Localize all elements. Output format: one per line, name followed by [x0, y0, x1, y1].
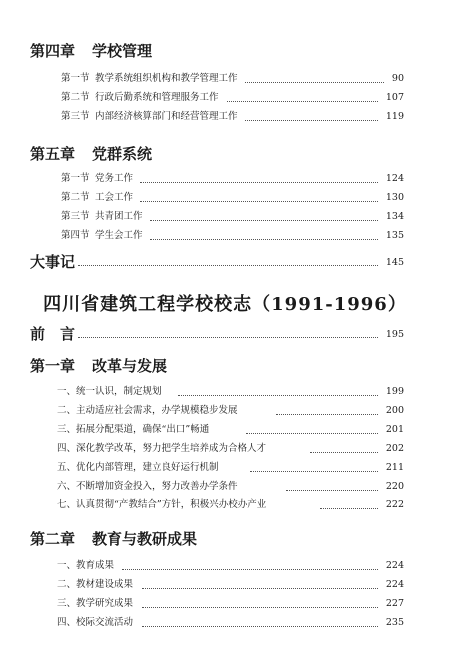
toc-entry	[0, 90, 450, 106]
leader-dots	[150, 220, 378, 221]
page-number: 119	[385, 111, 404, 122]
chapter-5-heading	[30, 143, 152, 164]
entry-text: 四、深化教学改革，努力把学生培养成为合格人才	[57, 443, 267, 454]
chapter-title: 学校管理	[92, 42, 153, 60]
entry-text: 学生会工作	[95, 230, 143, 241]
chapter-label: 第五章	[30, 145, 76, 163]
page-number: 224	[385, 579, 404, 590]
leader-dots	[320, 508, 378, 509]
toc-entry	[0, 190, 450, 206]
entry-text: 共青团工作	[95, 211, 143, 222]
toc-entry	[0, 403, 450, 419]
chapter-label: 第四章	[30, 42, 76, 60]
chapter-1-heading	[30, 355, 167, 376]
entry-text: 六、不断增加资金投入，努力改善办学条件	[57, 481, 238, 492]
page-number: 107	[385, 92, 404, 103]
entry-text: 党务工作	[95, 173, 134, 184]
leader-dots	[78, 337, 378, 338]
page-number: 220	[385, 481, 404, 492]
toc-entry	[0, 441, 450, 457]
page-number: 211	[385, 462, 404, 473]
section-label: 第一节	[61, 73, 90, 84]
section-label: 第二节	[61, 92, 90, 103]
entry-text: 一、统一认识，制定规划	[57, 386, 162, 397]
leader-dots	[178, 395, 378, 396]
section-label: 第三节	[61, 111, 90, 122]
leader-dots	[142, 588, 378, 589]
entry-text: 一、教育成果	[57, 560, 115, 571]
toc-entry	[0, 71, 450, 87]
leader-dots	[122, 569, 378, 570]
leader-dots	[245, 120, 378, 121]
toc-entry	[0, 422, 450, 438]
page-number: 195	[385, 329, 404, 340]
leader-dots	[276, 414, 378, 415]
entry-text: 七、认真贯彻“产教结合”方针，积极兴办校办产业	[57, 499, 267, 510]
page-number: 202	[385, 443, 404, 454]
page-number: 200	[385, 405, 404, 416]
entry-heading: 前 言	[30, 325, 76, 343]
toc-entry	[0, 384, 450, 400]
page-number: 135	[385, 230, 404, 241]
toc-entry	[0, 558, 450, 574]
page-number: 145	[385, 257, 404, 268]
page-number: 130	[385, 192, 404, 203]
leader-dots	[140, 182, 378, 183]
toc-entry	[0, 460, 450, 476]
toc-entry	[0, 209, 450, 225]
leader-dots	[142, 607, 378, 608]
toc-entry	[0, 615, 450, 631]
leader-dots	[150, 239, 378, 240]
entry-text: 五、优化内部管理，建立良好运行机制	[57, 462, 219, 473]
entry-text: 行政后勤系统和管理服务工作	[95, 92, 219, 103]
page-number: 224	[385, 560, 404, 571]
section-label: 第一节	[61, 173, 90, 184]
chapter-label: 第二章	[30, 530, 76, 548]
toc-entry	[0, 171, 450, 187]
toc-entry	[0, 109, 450, 125]
leader-dots	[310, 452, 378, 453]
toc-entry	[0, 479, 450, 495]
section-label: 第四节	[61, 230, 90, 241]
leader-dots	[245, 82, 384, 83]
toc-entry	[0, 596, 450, 612]
entry-text: 工会工作	[95, 192, 134, 203]
page-number: 227	[385, 598, 404, 609]
page-number: 235	[385, 617, 404, 628]
chapter-label: 第一章	[30, 357, 76, 375]
entry-text: 四、校际交流活动	[57, 617, 134, 628]
chapter-title: 教育与教研成果	[92, 530, 198, 548]
section-label: 第三节	[61, 211, 90, 222]
entry-text: 教学系统组织机构和教学管理工作	[95, 73, 238, 84]
page-number: 134	[385, 211, 404, 222]
toc-entry	[0, 228, 450, 244]
entry-heading: 大事记	[30, 253, 76, 271]
page-number: 201	[385, 424, 404, 435]
leader-dots	[250, 471, 378, 472]
leader-dots	[246, 433, 378, 434]
toc-entry-preface	[0, 323, 450, 343]
toc-entry	[0, 497, 450, 513]
leader-dots	[78, 265, 378, 266]
leader-dots	[140, 201, 378, 202]
volume-title: 四川省建筑工程学校校志（1991-1996）	[43, 294, 407, 315]
chapter-title: 党群系统	[92, 145, 153, 163]
entry-text: 二、教材建设成果	[57, 579, 134, 590]
leader-dots	[286, 490, 378, 491]
page-number: 124	[385, 173, 404, 184]
page-number: 222	[385, 499, 404, 510]
page-number: 199	[385, 386, 404, 397]
section-label: 第二节	[61, 192, 90, 203]
chapter-4-heading	[30, 40, 152, 61]
entry-text: 二、主动适应社会需求，办学规模稳步发展	[57, 405, 238, 416]
page-number: 90	[391, 73, 404, 84]
toc-entry-dashiji	[0, 251, 450, 271]
chapter-title: 改革与发展	[92, 357, 168, 375]
entry-text: 三、拓展分配渠道，确保“出口”畅通	[57, 424, 210, 435]
entry-text: 三、教学研究成果	[57, 598, 134, 609]
entry-text: 内部经济核算部门和经营管理工作	[95, 111, 238, 122]
leader-dots	[227, 101, 378, 102]
leader-dots	[142, 626, 378, 627]
chapter-2-heading	[30, 528, 197, 549]
toc-entry	[0, 577, 450, 593]
